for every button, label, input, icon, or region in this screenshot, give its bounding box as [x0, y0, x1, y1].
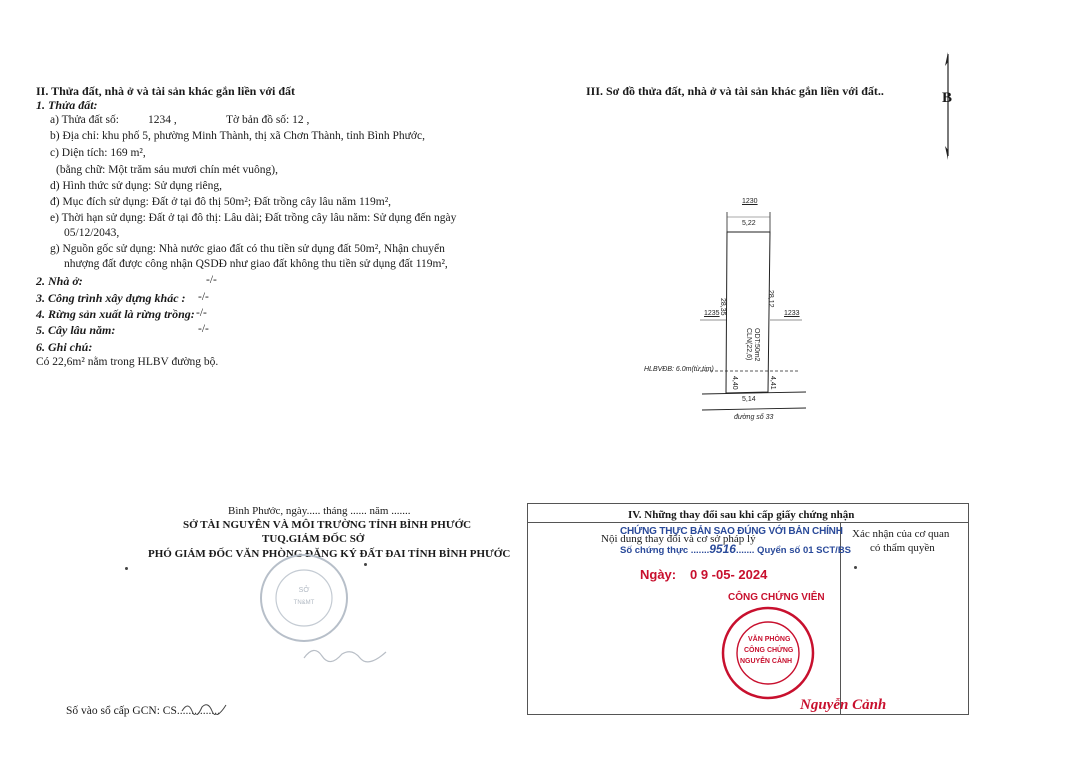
map-sheet: Tờ bản đồ số: 12 , — [226, 114, 310, 126]
origin-line-2: nhượng đất được công nhận QSDĐ như giao đất không thu tiền sử dụng đất 119m², — [64, 258, 448, 270]
place-date: Bình Phước, ngày..... tháng ...... năm ....... — [228, 505, 411, 517]
perennial-value: -/- — [198, 323, 209, 335]
changes-divider — [527, 522, 968, 523]
address-line: b) Địa chỉ: khu phố 5, phường Minh Thành, thị xã Chơn Thành, tỉnh Bình Phước, — [50, 130, 425, 142]
right-length: 28,12 — [767, 290, 774, 308]
changes-col-confirm-1: Xác nhận của cơ quan — [852, 528, 950, 540]
bottom-width: 5,14 — [742, 396, 756, 403]
official-seal-faded — [258, 552, 350, 644]
registry-scribble — [180, 699, 230, 715]
notary-date: 0 9 -05- 2024 — [690, 567, 768, 582]
parcel-1233: 1233 — [784, 310, 800, 317]
tuq-director: TUQ.GIÁM ĐỐC SỞ — [262, 533, 365, 545]
area-words: (bằng chữ: Một trăm sáu mươi chín mét vuông), — [56, 164, 278, 176]
forest-value: -/- — [196, 307, 207, 319]
north-label: B — [942, 90, 953, 106]
parcel-number-value: 1234 , — [148, 114, 177, 126]
svg-text:TN&MT: TN&MT — [293, 600, 315, 606]
road-name: đường số 33 — [734, 414, 774, 421]
registry-number: Số vào sổ cấp GCN: CS............... — [66, 705, 220, 717]
right-short: 4,41 — [769, 376, 776, 390]
deputy-position: PHÓ GIÁM ĐỐC VĂN PHÒNG ĐĂNG KÝ ĐẤT ĐAI TỈNH BÌNH PHƯỚC — [148, 548, 511, 560]
inner-label-odt: ODT:50m2 — [753, 328, 760, 362]
seal-center-2: CÔNG CHỨNG — [744, 647, 794, 654]
inner-label-cln: CLN(22,6) — [745, 328, 752, 361]
hlbv-label: HLBVĐB: 6.0m(từ tim) — [644, 366, 714, 373]
section-ii-title: II. Thửa đất, nhà ở và tài sản khác gắn liền với đất — [36, 84, 296, 98]
notary-number: 9516 — [709, 542, 736, 556]
parcel-1230: 1230 — [742, 198, 758, 205]
changes-col-content: Nội dung thay đổi và cơ sở pháp lý — [601, 533, 756, 545]
house-value: -/- — [206, 274, 217, 286]
notary-certify-line: CHỨNG THỰC BẢN SAO ĐÚNG VỚI BẢN CHÍNH — [620, 526, 843, 537]
changes-col-confirm-2: có thẩm quyền — [870, 542, 935, 554]
dot — [854, 566, 857, 569]
notary-signature: Nguyễn Cảnh — [800, 697, 887, 713]
left-length: 28,35 — [719, 298, 726, 316]
usage-form: d) Hình thức sử dụng: Sử dụng riêng, — [50, 180, 223, 192]
left-short: 4,40 — [731, 376, 738, 390]
construction-label: 3. Công trình xây dựng khác : — [36, 291, 186, 305]
dot — [125, 567, 128, 570]
parcel-sketch — [640, 190, 820, 430]
svg-text:SỞ: SỞ — [298, 587, 310, 594]
dot — [364, 563, 367, 566]
area-line: c) Diện tích: 169 m², — [50, 147, 146, 159]
seal-center-1: VĂN PHÒNG — [748, 636, 791, 643]
usage-term-2: 05/12/2043, — [64, 227, 120, 239]
north-arrow — [938, 52, 958, 160]
notary-number-suffix: ....... Quyển số 01 SCT/BS — [735, 545, 852, 556]
notary-date-label: Ngày: — [640, 567, 677, 582]
notary-seal — [720, 605, 816, 701]
usage-term-1: e) Thời hạn sử dụng: Đất ở tại đô thị: Lâu dài; Đất trồng cây lâu năm: Sử dụng đến ngày — [50, 212, 457, 224]
construction-value: -/- — [198, 291, 209, 303]
parcel-number-label: a) Thửa đất số: — [50, 114, 119, 126]
perennial-label: 5. Cây lâu năm: — [36, 323, 116, 337]
parcel-heading: 1. Thửa đất: — [36, 98, 98, 112]
parcel-1235: 1235 — [704, 310, 720, 317]
usage-purpose: đ) Mục đích sử dụng: Đất ở tại đô thị 50m²; Đất trồng cây lâu năm 119m², — [50, 196, 392, 208]
notary-title: CÔNG CHỨNG VIÊN — [728, 592, 825, 603]
notary-number-prefix: Số chứng thực ....... — [620, 545, 710, 556]
house-label: 2. Nhà ở: — [36, 274, 83, 288]
origin-line-1: g) Nguồn gốc sử dụng: Nhà nước giao đất có thu tiền sử dụng đất 50m², Nhận chuyển — [50, 243, 445, 255]
forest-label: 4. Rừng sản xuất là rừng trồng: — [36, 307, 195, 321]
note-label: 6. Ghi chú: — [36, 340, 93, 354]
top-width: 5,22 — [742, 220, 756, 227]
note-text: Có 22,6m² nằm trong HLBV đường bộ. — [36, 356, 219, 368]
changes-title: IV. Những thay đổi sau khi cấp giấy chứng nhận — [628, 509, 855, 521]
seal-center-3: NGUYỄN CẢNH — [740, 658, 793, 665]
notary-number-line — [620, 542, 851, 556]
agency-name: SỞ TÀI NGUYÊN VÀ MÔI TRƯỜNG TỈNH BÌNH PHƯỚC — [183, 519, 472, 531]
section-iii-title: III. Sơ đồ thửa đất, nhà ở và tài sản khác gắn liền với đất.. — [586, 84, 884, 98]
signature-scribble — [300, 640, 390, 668]
